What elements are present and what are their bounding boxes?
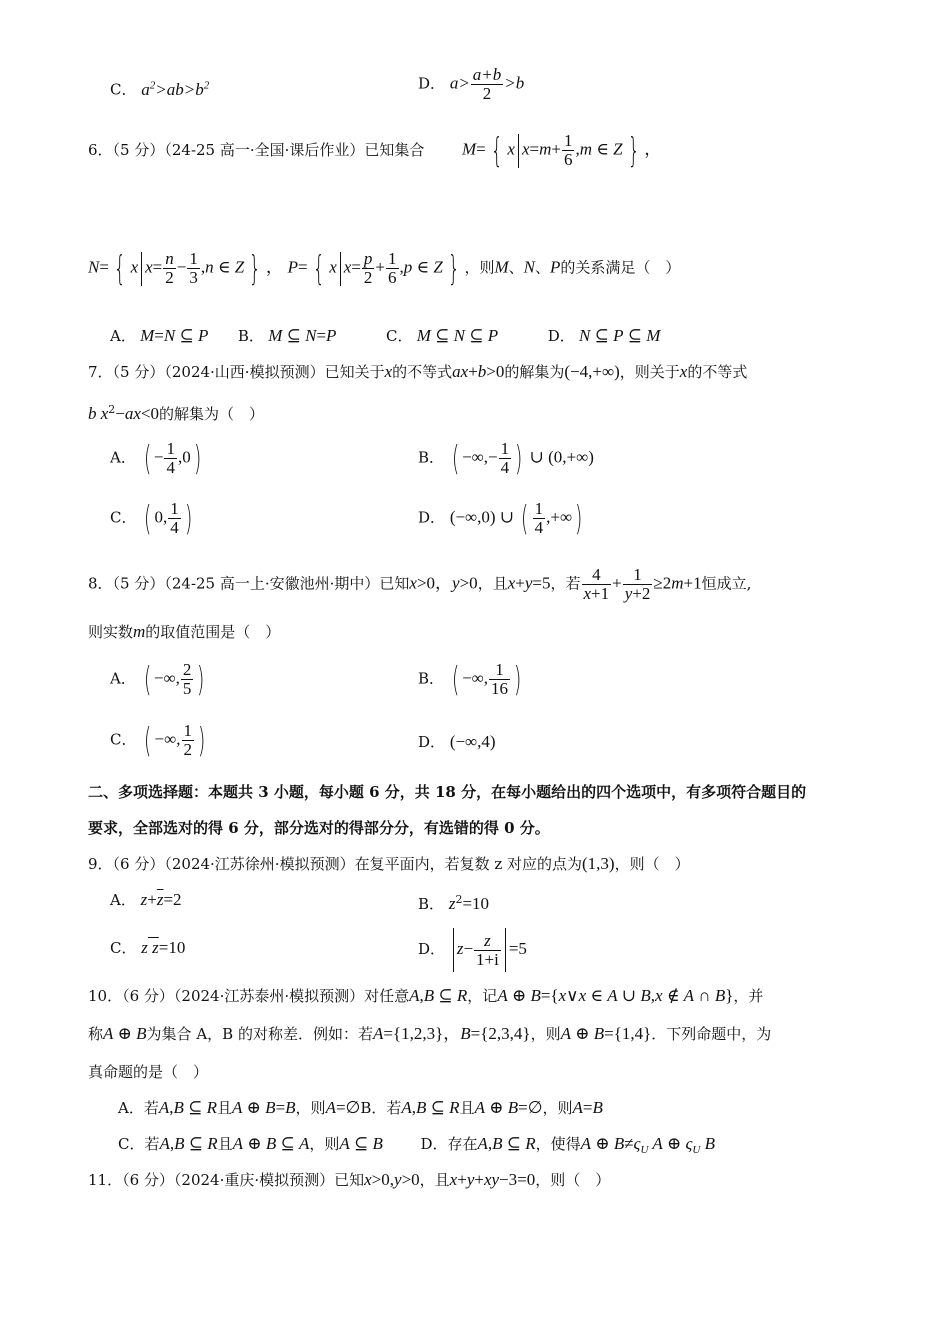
q8-option-a: A． ( −∞, $\frac{2}{5}$ ) xyxy=(110,659,205,700)
q9-option-c: C． z z=10 xyxy=(110,938,186,957)
q6-set-m: M= { x x=m+ $\frac{1}{6}$ ,m ∈ Z } ， xyxy=(462,130,662,171)
q7-stem-line2: b $x^2-ax<0$的解集为（ ） xyxy=(88,403,265,423)
q9-option-d: D． z− $\frac{z}{1+i}$ =5 xyxy=(418,928,527,972)
q8-option-d: D． (−∞,4) xyxy=(418,732,496,751)
section2-heading-line2: 要求，全部选对的得 6 分，部分选对的得部分分，有选错的得 0 分。 xyxy=(88,819,550,837)
q9-option-a: A． $z+\overline{z}=2$ xyxy=(110,890,182,909)
q9-option-b: B． $z^2=10$ xyxy=(418,893,490,913)
q7-option-d: D． (−∞,0) ∪ ( $\frac{1}{4}$ ,+∞) xyxy=(418,498,583,539)
q8-option-c: C． ( −∞, $\frac{1}{2}$ ) xyxy=(110,720,206,761)
q5-option-c: C． $a^2>ab>b^2$ xyxy=(110,79,210,99)
q10-options-cd: C．若A,B ⊆ R且A ⊕ B ⊆ A，则A ⊆ B D．存在A,B ⊆ R，使得A ⊕ $B\ne\varsigma_U$ A ⊕ $\varsigma_U$ B xyxy=(118,1134,715,1156)
q9-stem: 9．（6 分）（2024·江苏徐州·模拟预测）在复平面内，若复数 z 对应的点为(1,3)，则（ ） xyxy=(88,854,690,873)
q10-options-ab: A．若A,B ⊆ R且A ⊕ B=B，则A=∅B．若A,B ⊆ R且A ⊕ B=∅，则A=B xyxy=(118,1098,603,1117)
q7-option-b: B． ( −∞,− $\frac{1}{4}$ ) ∪ (0,+∞) xyxy=(418,438,594,479)
q10-stem: 10．（6 分）（2024·江苏泰州·模拟预测）对任意A,B ⊆ R，记A ⊕ B={x∨x ∈ A ∪ B,x ∉ A ∩ B}，并 xyxy=(88,986,764,1005)
q5-option-d: D． a> $\frac{a+b}{2}$ >b xyxy=(418,65,525,103)
q8-option-b: B． ( −∞, $\frac{1}{16}$ ) xyxy=(418,659,522,700)
q6-stem: 6．（5 分）（24-25 高一·全国·课后作业）已知集合 xyxy=(88,141,425,159)
q7-stem: 7．（5 分）（2024·山西·模拟预测）已知关于x的不等式ax+b>0的解集为(−4,+∞)，则关于x的不等式 xyxy=(88,362,748,381)
q7-option-a: A． ( − $\frac{1}{4}$ ,0) xyxy=(110,438,202,479)
q10-stem-line3: 真命题的是（ ） xyxy=(88,1063,209,1081)
q7-option-c: C． ( 0, $\frac{1}{4}$ ) xyxy=(110,498,193,539)
q6-sets-n-p: N= { x x= $\frac{n}{2}$ − $\frac{1}{3}$ ,n ∈ Z } ， P= { x x= $\frac{p}{2}$ + $\frac{1}{6}$ ,p ∈ Z } ，则M、N、P的关系满足（ ） xyxy=(88,248,681,289)
q8-stem: 8．（5 分）（24-25 高一上·安徽池州·期中）已知x>0，y>0，且x+y=5，若 $\frac{4}{x+1}$ + $\frac{1}{y+2}$ ≥2m+1恒成立, xyxy=(88,565,752,603)
section2-heading: 二、多项选择题：本题共 3 小题，每小题 6 分，共 18 分，在每小题给出的四个选项中，有多项符合题目的 xyxy=(88,783,807,801)
q10-stem-line2: 称A ⊕ B为集合 A，B 的对称差．例如：若A={1,2,3}，B={2,3,4}，则A ⊕ B={1,4}．下列命题中，为 xyxy=(88,1024,772,1043)
q8-stem-line2: 则实数m的取值范围是（ ） xyxy=(88,622,281,641)
q6-options: A． M=N ⊆ P B． M ⊆ N=P C． M ⊆ N ⊆ P D． N ⊆ P ⊆ M xyxy=(110,326,661,345)
q11-stem: 11．（6 分）（2024·重庆·模拟预测）已知x>0,y>0，且x+y+xy−3=0，则（ ） xyxy=(88,1170,611,1189)
